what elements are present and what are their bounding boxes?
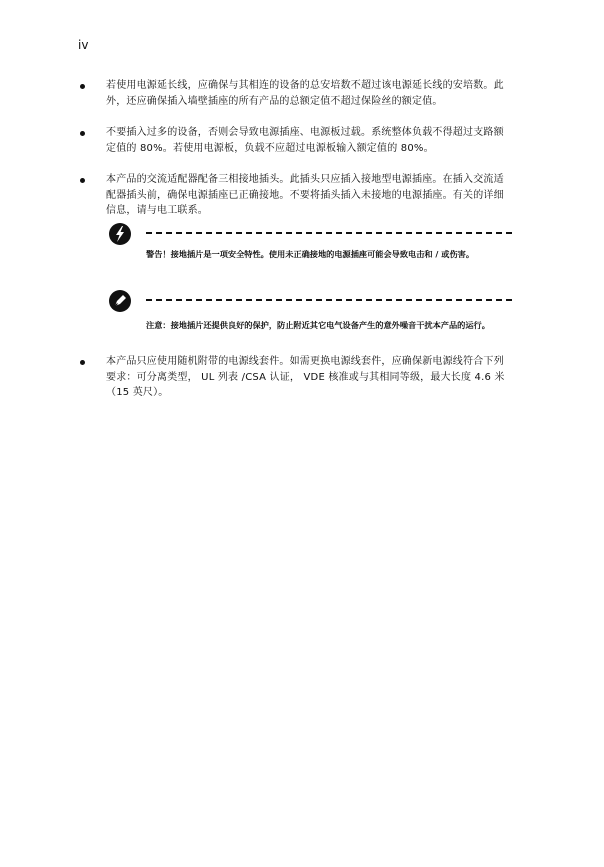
bullet-text: 本产品只应使用随机附带的电源线套件。如需更换电源线套件，应确保新电源线符合下列要求：可分离类型， UL 列表 /CSA 认证， VDE 核准或与其相同等级，最大长度 4.6 米 （15 英尺）。 — [106, 356, 505, 398]
page-number: iv — [78, 38, 89, 52]
caution-text: 注意：接地插片还提供良好的保护，防止附近其它电气设备产生的意外噪音干扰本产品的运行。 — [146, 320, 490, 330]
bullet-text: 不要插入过多的设备，否则会导致电源插座、电源板过载。系统整体负载不得超过支路额定值的 80%。若使用电源板，负载不应超过电源板输入额定值的 80%。 — [106, 127, 504, 154]
warning-text: 警告！接地插片是一项安全特性。使用未正确接地的电源插座可能会导致电击和 / 或伤害。 — [146, 249, 475, 259]
bullet-dot — [80, 360, 85, 365]
lightning-warning-icon — [108, 222, 132, 246]
bullet-text: 若使用电源延长线，应确保与其相连的设备的总安培数不超过该电源延长线的安培数。此外，还应确保插入墙壁插座的所有产品的总额定值不超过保险丝的额定值。 — [106, 80, 504, 107]
bullet-dot — [80, 178, 85, 183]
bullet-dot — [80, 84, 85, 89]
bullet-dot — [80, 131, 85, 136]
dashed-divider — [146, 232, 512, 234]
caution-pen-icon — [108, 289, 132, 313]
bullet-text: 本产品的交流适配器配备三相接地插头。此插头只应插入接地型电源插座。在插入交流适配器插头前，确保电源插座已正确接地。不要将插头插入未接地的电源插座。有关的详细信息，请与电工联系。 — [106, 174, 504, 216]
dashed-divider — [146, 299, 512, 301]
